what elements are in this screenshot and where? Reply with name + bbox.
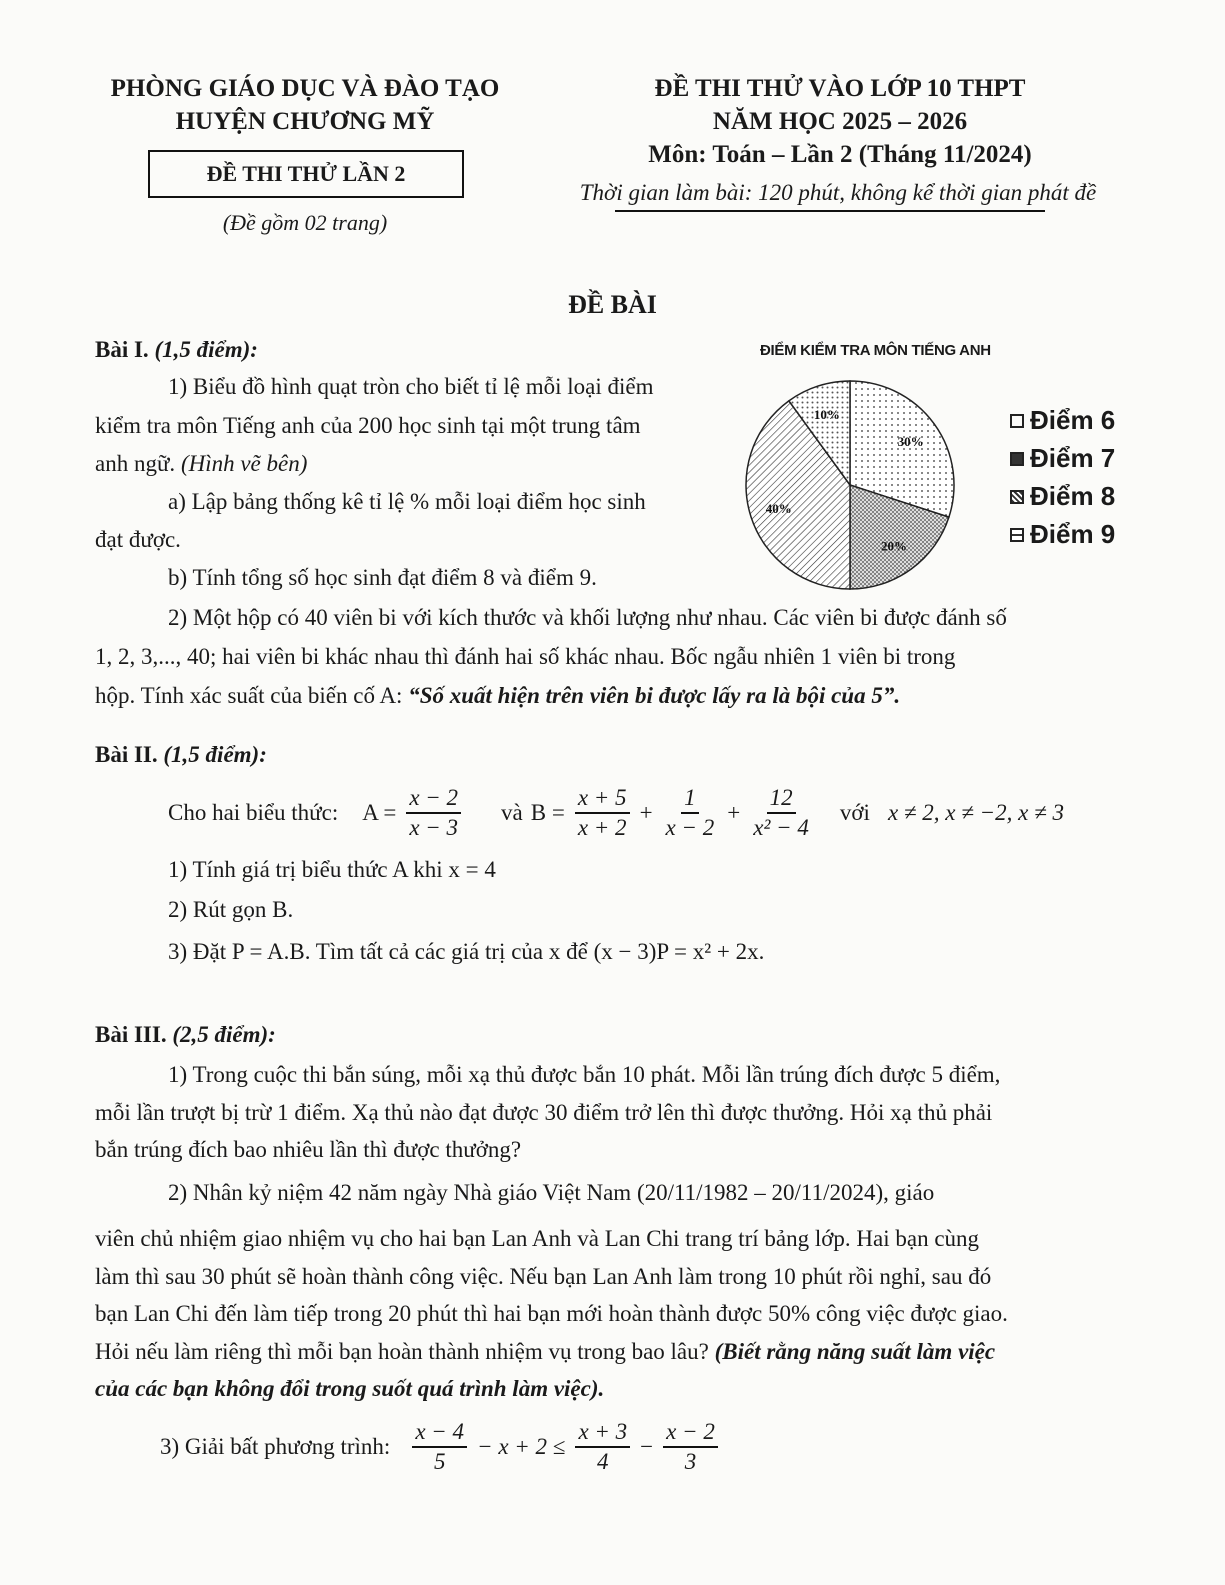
bai3-q2-line1: 2) Nhân kỷ niệm 42 năm ngày Nhà giáo Việt Nam (20/11/1982 – 20/11/2024), giáo: [168, 1180, 935, 1205]
bai1-q1-text: anh ngữ.: [95, 451, 176, 476]
legend-item-diem8: [1010, 481, 1115, 512]
pie-chart: [740, 375, 960, 595]
bai1-event-text: “Số xuất hiện trên viên bi được lấy ra là bội của 5”.: [408, 683, 901, 708]
bai2-heading: [95, 740, 267, 770]
bai1-qb: b) Tính tổng số học sinh đạt điểm 8 và điểm 9.: [168, 565, 597, 590]
expr-B-lhs: B =: [530, 800, 565, 825]
bai1-figure-note: (Hình vẽ bên): [180, 451, 308, 476]
doc-title: ĐỀ BÀI: [568, 290, 657, 319]
frac-den: x² − 4: [753, 815, 809, 840]
and-word: và: [501, 800, 523, 825]
bai3-points: (2,5 điểm):: [172, 1022, 276, 1047]
bai1-q1-line2: kiểm tra môn Tiếng anh của 200 học sinh tại một trung tâm: [95, 413, 641, 438]
bai2-q3: 3) Đặt P = A.B. Tìm tất cả các giá trị của x để (x − 3)P = x² + 2x.: [168, 939, 765, 964]
legend-swatch: [1010, 414, 1024, 428]
bai1-q2-line3: [95, 681, 900, 711]
expr-A-fraction: [406, 784, 461, 842]
frac-num: x − 4: [412, 1418, 467, 1448]
district-name: HUYỆN CHƯƠNG MỸ: [175, 108, 435, 135]
bai2-points: (1,5 điểm):: [163, 742, 267, 767]
bai2-intro: Cho hai biểu thức:: [168, 800, 339, 825]
bai3-q2-line6: của các bạn không đổi trong suốt quá trình làm việc).: [95, 1376, 605, 1401]
bai1-q2-line1: 2) Một hộp có 40 viên bi với kích thước và khối lượng như nhau. Các viên bi được đánh số: [168, 605, 1007, 630]
legend-label: Điểm 8: [1030, 481, 1116, 511]
bai3-q2-line4: bạn Lan Chi đến làm tiếp trong 20 phút thì hai bạn mới hoàn thành được 50% công việc được giao.: [95, 1301, 1008, 1326]
frac-num: x − 2: [406, 784, 461, 814]
bai1-q1-line3: [95, 449, 307, 479]
minus-sign: −: [640, 1434, 654, 1459]
exam-header: [540, 72, 1140, 171]
bai3-label: Bài III.: [95, 1022, 167, 1047]
plus-sign: +: [727, 800, 741, 825]
exam-round-box: ĐỀ THI THỬ LẦN 2: [148, 150, 464, 198]
bai1-qa-line2: đạt được.: [95, 527, 181, 552]
bai1-q2-text: hộp. Tính xác suất của biến cố A:: [95, 683, 403, 708]
bai3-q2-line5: [95, 1337, 995, 1367]
bai3-q2-line2: viên chủ nhiệm giao nhiệm vụ cho hai bạn Lan Anh và Lan Chi trang trí bảng lớp. Hai bạn cùng: [95, 1226, 980, 1251]
domain-condition: x ≠ 2, x ≠ −2, x ≠ 3: [887, 800, 1064, 825]
ineq-fraction3: [663, 1418, 718, 1476]
bai3-q3-intro: 3) Giải bất phương trình:: [160, 1434, 391, 1459]
bai1-points: (1,5 điểm):: [154, 337, 258, 362]
ineq-middle: − x + 2 ≤: [477, 1434, 566, 1459]
bai3-q2-line3: làm thì sau 30 phút sẽ hoàn thành công việc. Nếu bạn Lan Anh làm trong 10 phút rồi nghỉ, sau đó: [95, 1264, 992, 1289]
chart-title: ĐIỂM KIỂM TRA MÔN TIẾNG ANH: [760, 342, 991, 359]
ineq-fraction1: [412, 1418, 467, 1476]
subject-line: Môn: Toán – Lần 2 (Tháng 11/2024): [648, 141, 1032, 168]
pie-label-4: 10%: [813, 406, 840, 422]
legend-item-diem6: [1010, 405, 1115, 436]
bai3-heading: [95, 1020, 276, 1050]
legend-label: Điểm 6: [1030, 405, 1116, 435]
expr-B-fraction2: [663, 784, 718, 842]
ineq-fraction2: [575, 1418, 630, 1476]
legend-swatch: [1010, 452, 1024, 466]
header-underline: [615, 210, 1045, 212]
bai3-q1-line2: mỗi lần trượt bị trừ 1 điểm. Xạ thủ nào đạt được 30 điểm trở lên thì được thưởng. Hỏi xạ thủ phải: [95, 1100, 993, 1125]
bai3-q1-line1: 1) Trong cuộc thi bắn súng, mỗi xạ thủ được bắn 10 phát. Mỗi lần trúng đích được 5 điểm,: [168, 1062, 1001, 1087]
frac-den: x − 2: [665, 815, 715, 840]
legend-item-diem7: [1010, 443, 1115, 474]
pie-label-2: 20%: [881, 538, 908, 554]
expr-B-fraction3: [750, 784, 812, 842]
expr-B-fraction1: [575, 784, 630, 842]
bai1-label: Bài I.: [95, 337, 149, 362]
bai1-q2-line2: 1, 2, 3,..., 40; hai viên bi khác nhau thì đánh hai số khác nhau. Bốc ngẫu nhiên 1 viên bi trong: [95, 644, 956, 669]
frac-num: 1: [681, 784, 699, 814]
frac-den: 3: [684, 1449, 697, 1474]
bai3-q2-note: (Biết rằng năng suất làm việc: [714, 1339, 996, 1364]
frac-num: x + 3: [575, 1418, 630, 1448]
pie-label-3: 40%: [765, 501, 792, 517]
frac-num: x + 5: [575, 784, 630, 814]
pages-note: (Đề gồm 02 trang): [222, 210, 388, 235]
frac-den: 4: [597, 1449, 609, 1474]
school-year: NĂM HỌC 2025 – 2026: [712, 108, 968, 135]
exam-title: ĐỀ THI THỬ VÀO LỚP 10 THPT: [654, 75, 1026, 102]
department-header: [70, 72, 540, 138]
frac-den: 5: [433, 1449, 446, 1474]
frac-num: x − 2: [663, 1418, 718, 1448]
bai2-expressions: [168, 784, 1064, 842]
bai3-q3: [160, 1418, 720, 1476]
bai2-q1: 1) Tính giá trị biểu thức A khi x = 4: [168, 857, 496, 882]
bai1-q1-line1: 1) Biểu đồ hình quạt tròn cho biết tỉ lệ mỗi loại điểm: [168, 374, 654, 399]
frac-num: 12: [767, 784, 796, 814]
department-name: PHÒNG GIÁO DỤC VÀ ĐÀO TẠO: [110, 75, 500, 102]
legend-label: Điểm 7: [1030, 443, 1116, 473]
pie-label-1: 30%: [897, 433, 924, 449]
bai1-heading: [95, 335, 258, 365]
legend-swatch: [1010, 528, 1024, 542]
expr-A-lhs: A =: [362, 800, 397, 825]
plus-sign: +: [639, 800, 653, 825]
bai2-label: Bài II.: [95, 742, 158, 767]
bai2-q2: 2) Rút gọn B.: [168, 897, 294, 922]
legend-label: Điểm 9: [1030, 519, 1116, 549]
time-note: Thời gian làm bài: 120 phút, không kể thời gian phát đề: [579, 180, 1097, 205]
bai1-qa-line1: a) Lập bảng thống kê tỉ lệ % mỗi loại điểm học sinh: [168, 489, 646, 514]
bai3-q2-question: Hỏi nếu làm riêng thì mỗi bạn hoàn thành nhiệm vụ trong bao lâu?: [95, 1339, 709, 1364]
with-word: với: [839, 800, 870, 825]
frac-den: x − 3: [409, 815, 459, 840]
bai3-q1-line3: bắn trúng đích bao nhiêu lần thì được thưởng?: [95, 1137, 522, 1162]
legend-swatch: [1010, 490, 1024, 504]
legend-item-diem9: [1010, 519, 1115, 550]
frac-den: x + 2: [577, 815, 627, 840]
